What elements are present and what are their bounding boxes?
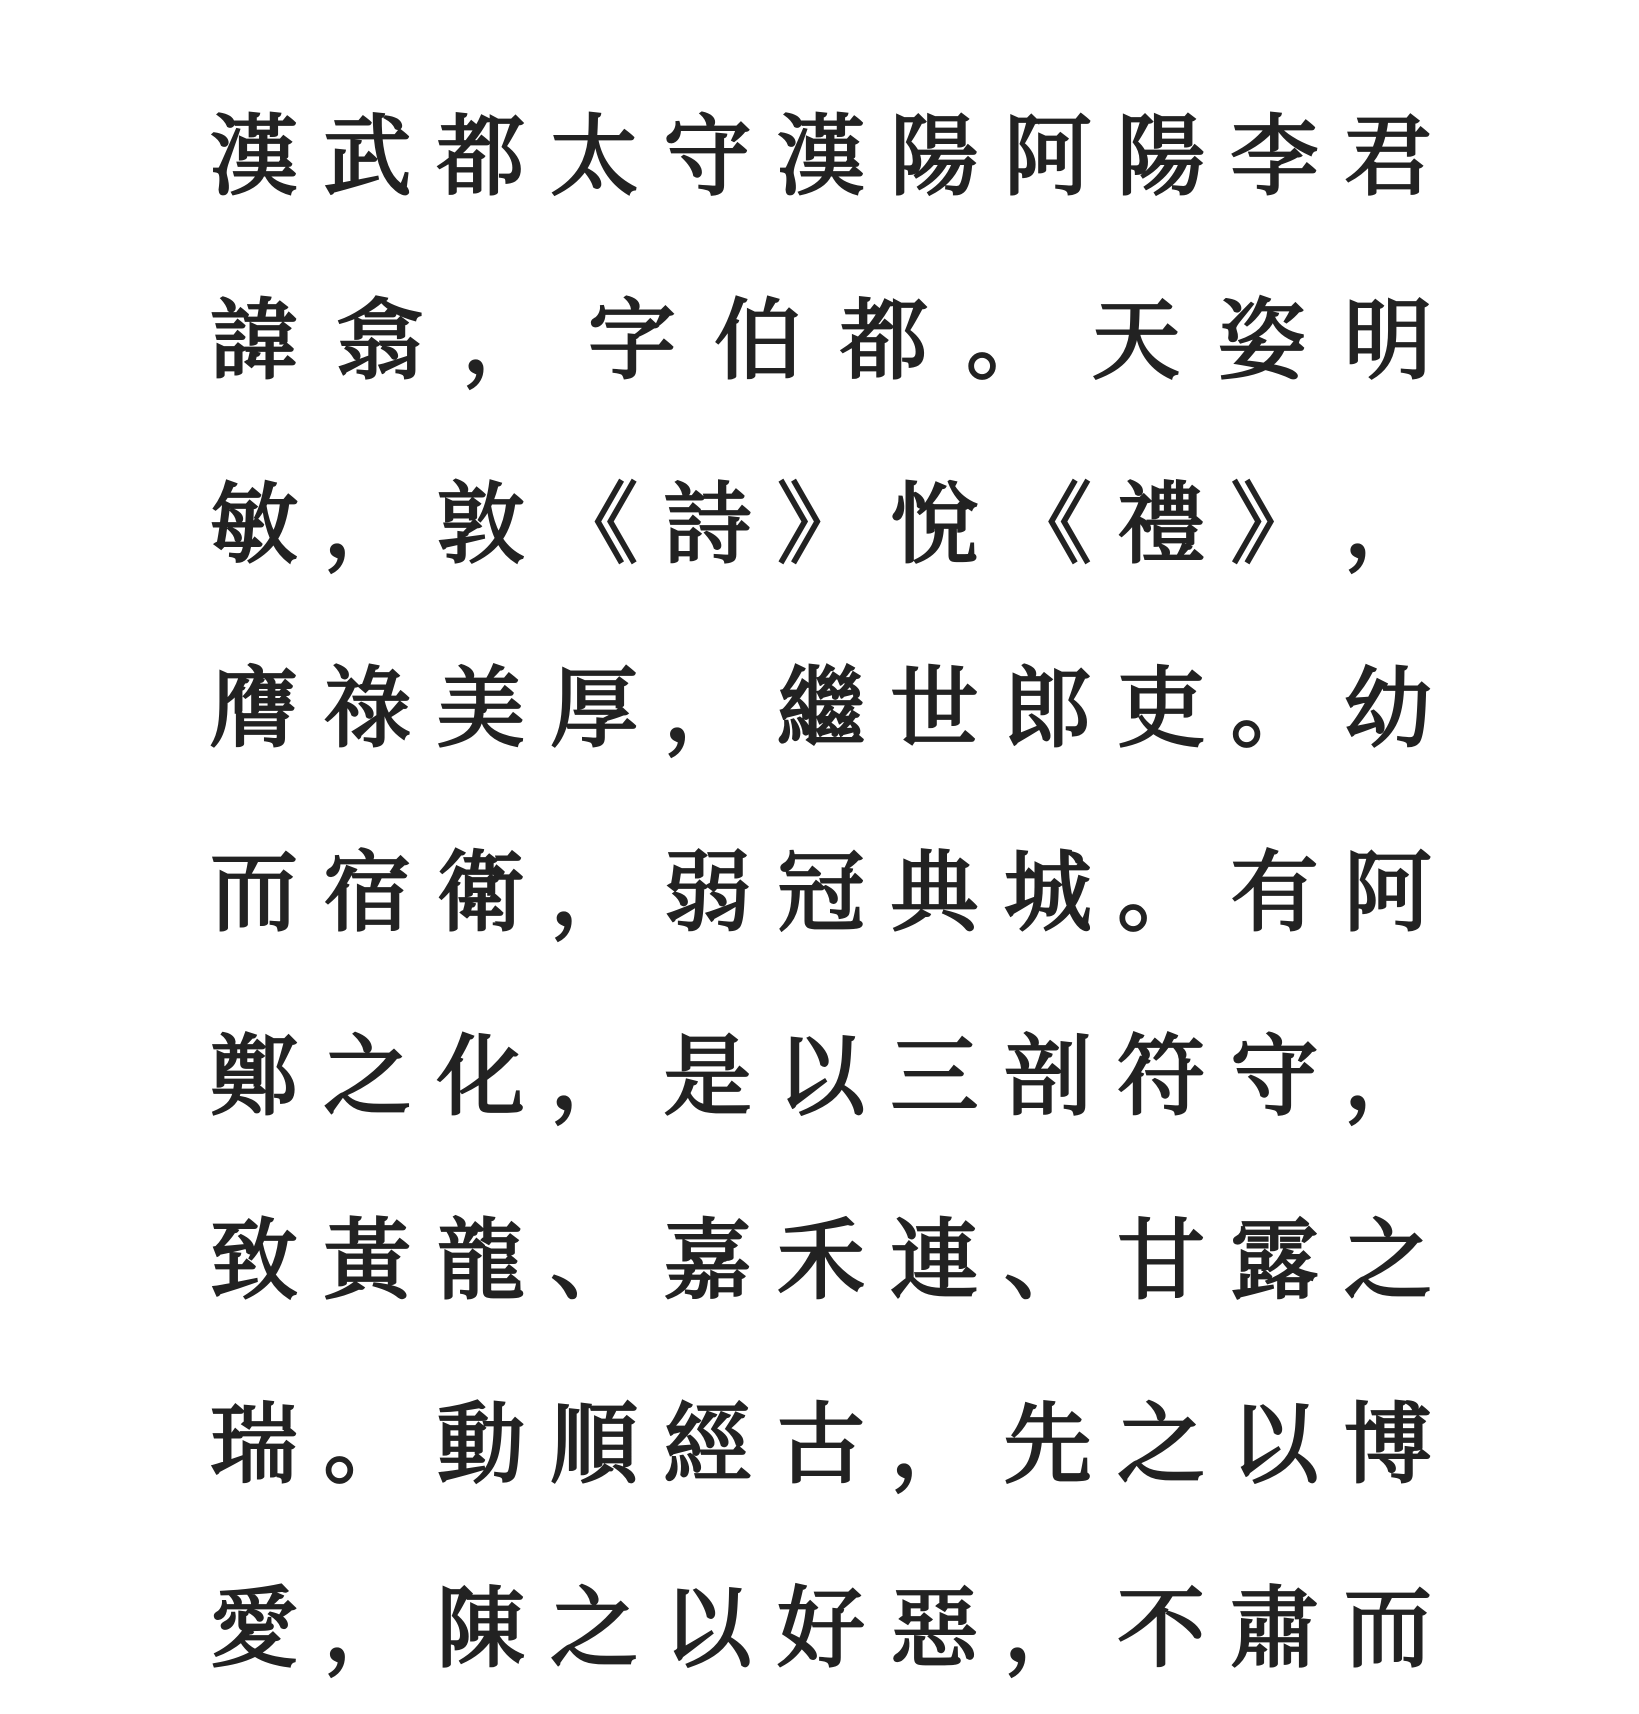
- character: ，: [550, 840, 639, 944]
- character: 守: [663, 104, 752, 208]
- character: 漢: [776, 104, 865, 208]
- character: 阿: [1003, 104, 1092, 208]
- text-line-5: [206, 794, 1436, 978]
- character: ，: [1003, 1576, 1092, 1680]
- character: 典: [890, 840, 979, 944]
- character: 吏: [1117, 656, 1206, 760]
- character: 經: [663, 1392, 752, 1496]
- character: 冠: [776, 840, 865, 944]
- character: 伯: [713, 288, 802, 392]
- character: ，: [663, 656, 752, 760]
- character: 》: [776, 472, 865, 576]
- character: 之: [323, 1024, 412, 1128]
- character: 弱: [663, 840, 752, 944]
- character: 古: [776, 1392, 865, 1496]
- character: 瑞: [209, 1392, 298, 1496]
- text-line-3: [206, 426, 1436, 610]
- character: 阿: [1343, 840, 1432, 944]
- character: 陽: [890, 104, 979, 208]
- character: ，: [1343, 1024, 1432, 1128]
- character: 敦: [436, 472, 525, 576]
- character: 漢: [209, 104, 298, 208]
- character: 幼: [1343, 656, 1432, 760]
- character: 明: [1343, 288, 1432, 392]
- character: 陳: [436, 1576, 525, 1680]
- character: 剖: [1003, 1024, 1092, 1128]
- text-line-9: [206, 1530, 1436, 1714]
- text-line-6: [206, 978, 1436, 1162]
- text-line-8: [206, 1346, 1436, 1530]
- character: 禮: [1117, 472, 1206, 576]
- calligraphy-text-block: [206, 58, 1436, 1714]
- character: 愛: [209, 1576, 298, 1680]
- character: 化: [436, 1024, 525, 1128]
- character: ，: [323, 1576, 412, 1680]
- character: 字: [587, 288, 676, 392]
- character: 厚: [550, 656, 639, 760]
- character: 李: [1230, 104, 1319, 208]
- character: 武: [323, 104, 412, 208]
- character: 悅: [890, 472, 979, 576]
- character: 宿: [323, 840, 412, 944]
- character: 致: [209, 1208, 298, 1312]
- character: 姿: [1217, 288, 1306, 392]
- character: ，: [461, 288, 550, 392]
- character: 祿: [323, 656, 412, 760]
- character: 、: [1003, 1208, 1092, 1312]
- character: 守: [1230, 1024, 1319, 1128]
- character: 是: [663, 1024, 752, 1128]
- character: 美: [436, 656, 525, 760]
- character: 世: [890, 656, 979, 760]
- character: 動: [436, 1392, 525, 1496]
- character: 諱: [209, 288, 298, 392]
- character: 三: [890, 1024, 979, 1128]
- character: 以: [663, 1576, 752, 1680]
- character: 好: [776, 1576, 865, 1680]
- character: 而: [1343, 1576, 1432, 1680]
- character: 博: [1343, 1392, 1432, 1496]
- character: ，: [890, 1392, 979, 1496]
- character: 《: [1003, 472, 1092, 576]
- character: 符: [1117, 1024, 1206, 1128]
- character: ，: [323, 472, 412, 576]
- character: 。: [965, 288, 1054, 392]
- character: 陽: [1117, 104, 1206, 208]
- character: 黃: [323, 1208, 412, 1312]
- character: 膺: [209, 656, 298, 760]
- text-line-1: [206, 58, 1436, 242]
- character: 天: [1091, 288, 1180, 392]
- text-line-4: [206, 610, 1436, 794]
- character: 都: [839, 288, 928, 392]
- character: 露: [1230, 1208, 1319, 1312]
- text-line-2: [206, 242, 1436, 426]
- character: 以: [1230, 1392, 1319, 1496]
- character: 衛: [436, 840, 525, 944]
- character: 都: [436, 104, 525, 208]
- character: 。: [1230, 656, 1319, 760]
- character: 先: [1003, 1392, 1092, 1496]
- character: 之: [1343, 1208, 1432, 1312]
- character: 甘: [1117, 1208, 1206, 1312]
- character: 而: [209, 840, 298, 944]
- character: ，: [550, 1024, 639, 1128]
- character: 禾: [776, 1208, 865, 1312]
- character: 。: [323, 1392, 412, 1496]
- character: 之: [1117, 1392, 1206, 1496]
- character: 郎: [1003, 656, 1092, 760]
- character: 君: [1343, 104, 1432, 208]
- character: 以: [776, 1024, 865, 1128]
- character: 順: [550, 1392, 639, 1496]
- character: 城: [1003, 840, 1092, 944]
- character: 。: [1117, 840, 1206, 944]
- character: 、: [550, 1208, 639, 1312]
- character: 翕: [335, 288, 424, 392]
- character: 嘉: [663, 1208, 752, 1312]
- text-line-7: [206, 1162, 1436, 1346]
- character: 之: [550, 1576, 639, 1680]
- character: 》: [1230, 472, 1319, 576]
- character: 連: [890, 1208, 979, 1312]
- character: 不: [1117, 1576, 1206, 1680]
- character: 詩: [663, 472, 752, 576]
- character: 《: [550, 472, 639, 576]
- character: 龍: [436, 1208, 525, 1312]
- character: 太: [550, 104, 639, 208]
- character: 敏: [209, 472, 298, 576]
- character: 有: [1230, 840, 1319, 944]
- character: 繼: [776, 656, 865, 760]
- character: 鄭: [209, 1024, 298, 1128]
- character: 肅: [1230, 1576, 1319, 1680]
- character: ，: [1343, 472, 1432, 576]
- character: 惡: [890, 1576, 979, 1680]
